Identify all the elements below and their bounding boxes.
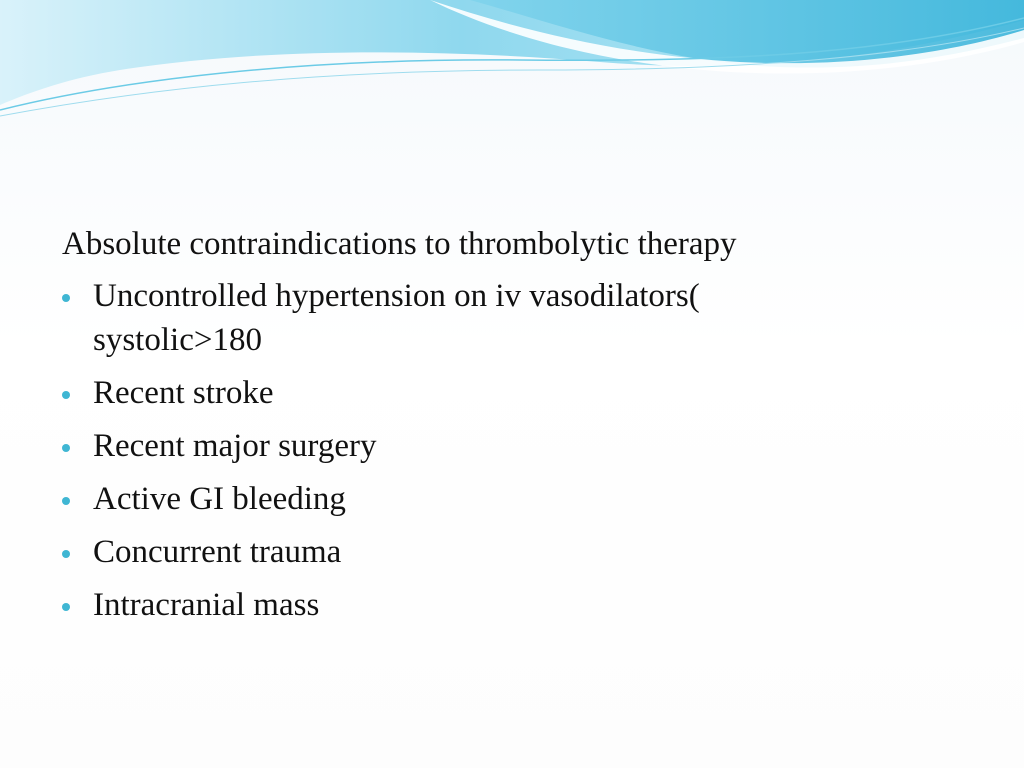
bullet-text: Uncontrolled hypertension on iv vasodilators( — [93, 278, 700, 314]
bullet-icon — [62, 550, 70, 558]
bullet-text: Recent major surgery — [93, 428, 377, 464]
bullet-item — [62, 274, 962, 362]
decorative-wave-banner — [0, 0, 1024, 130]
slide-body — [62, 222, 962, 636]
slide-heading: Absolute contraindications to thrombolytic therapy — [62, 226, 737, 262]
bullet-text: Concurrent trauma — [93, 534, 342, 570]
bullet-icon — [62, 294, 70, 302]
bullet-item — [62, 530, 962, 574]
bullet-icon — [62, 391, 70, 399]
bullet-list — [62, 274, 962, 627]
bullet-icon — [62, 603, 70, 611]
bullet-item — [62, 583, 962, 627]
bullet-text: Recent stroke — [93, 375, 274, 411]
bullet-item — [62, 371, 962, 415]
bullet-text: Active GI bleeding — [93, 481, 346, 517]
bullet-item — [62, 424, 962, 468]
bullet-item — [62, 477, 962, 521]
bullet-icon — [62, 444, 70, 452]
bullet-icon — [62, 497, 70, 505]
bullet-text-continuation: systolic>180 — [93, 322, 262, 358]
bullet-text: Intracranial mass — [93, 587, 320, 623]
